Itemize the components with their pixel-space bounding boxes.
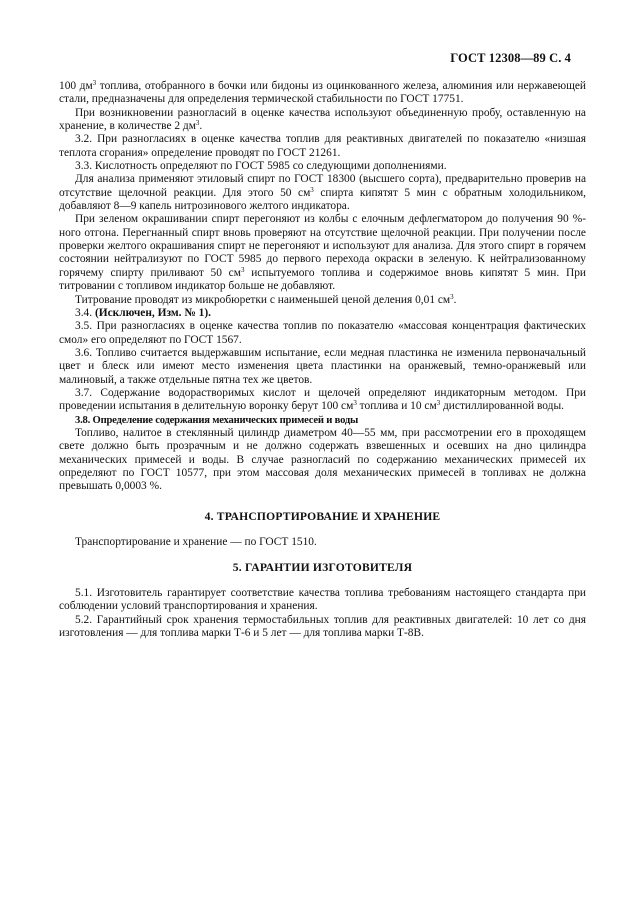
paragraph-3-8: Топливо, налитое в стеклянный цилиндр диаметром 40—55 мм, при рассмотрении его в проходящем свете должно быть прозрачным и не должно содержать взвешенных и осевших на дно цилиндра механических примесей и воды. В случае разногласий по содержанию механических примесей их определяют по ГОСТ 10577, при этом массовая доля механических примесей в топливах не должна превышать 0,0003 %. bbox=[59, 426, 586, 493]
paragraph-3-3: 3.3. Кислотность определяют по ГОСТ 5985 со следующими дополнениями. bbox=[75, 160, 447, 173]
paragraph-sample-volume: 100 $дм^3$ топлива, отобранного в бочки или бидоны из оцинкованного железа, алюминия или нержавеющей стали, предназначены для определения термической стабильности по ГОСТ 17751. bbox=[59, 79, 587, 106]
paragraph-merged-sample: При возникновении разногласий в оценке качества используют объединенную пробу, оставленную на хранение, в количестве 2 $дм^3$. bbox=[59, 106, 586, 133]
superscript: 3 bbox=[436, 399, 441, 408]
superscript: 3 bbox=[450, 292, 454, 301]
paragraph-green-coloring: При зеленом окрашивании спирт перегоняют из колбы с елочным дефлегматором до получения 90 %-ного отгона. Перегнанный спирт вновь проверяют на отсутствие щелочной реакции. При получении после проверки желтого окрашивания спирт не перегоняют и используют для анализа. Для этого спирт в горячем состоянии нейтрализуют по ГОСТ 5985 до первого перехода окраски в зеленую. К нейтрализованному горячему спирту приливают 50 $см^3$ испытуемого топлива и содержимое вновь кипятят 5 мин. При титровании с топливом индикатор больше не добавляют. bbox=[59, 213, 587, 293]
page-header: ГОСТ 12308—89 С. 4 bbox=[450, 51, 571, 65]
paragraph-3-7: 3.7. Содержание водорастворимых кислот и щелочей определяют индикаторным методом. При проведении испытания в делительную воронку берут 100 $см^3$ топлива и 10 $см^3$ дистиллированной воды. bbox=[59, 386, 586, 413]
superscript: 3 bbox=[92, 79, 97, 87]
section-4-title: 4. ТРАНСПОРТИРОВАНИЕ И ХРАНЕНИЕ bbox=[204, 509, 441, 523]
document-body bbox=[59, 80, 586, 640]
paragraph-5-2: 5.2. Гарантийный срок хранения термостабильных топлив для реактивных двигателей: 10 лет со дня изготовления — для топлива марки Т-6 и 5 лет — для топлива марки Т-8В. bbox=[59, 613, 586, 640]
superscript: 3 bbox=[195, 119, 200, 128]
paragraph-titration: Титрование проводят из микробюретки с наименьшей ценой деления 0,01 $см^3$. bbox=[75, 292, 457, 306]
paragraph-5-1: 5.1. Изготовитель гарантирует соответствие качества топлива требованиям настоящего стандарта при соблюдении условий транспортирования и хранения. bbox=[59, 587, 586, 613]
paragraph-3-5: 3.5. При разногласиях в оценке качества топлив по показателю «массовая концентрация фактических смол» его определяют по ГОСТ 1567. bbox=[59, 320, 586, 346]
paragraph-3-6: 3.6. Топливо считается выдержавшим испытание, если медная пластинка не изменила первоначальный цвет и блеск или имеют место изменения цвета пластинки на оранжевый, темно-оранжевый или малиновый, а также отдельные пятна тех же цветов. bbox=[59, 346, 586, 386]
paragraph-alcohol: Для анализа применяют этиловый спирт по ГОСТ 18300 (высшего сорта), предварительно проверив на отсутствие щелочной реакции. Для этого 50 $см^3$ спирта кипятят 5 мин с обратным холодильником, добавляют 8—9 капель нитрозинового желтого индикатора. bbox=[59, 173, 587, 213]
paragraph-3-4: 3.4. (Исключен, Изм. № 1). bbox=[75, 306, 211, 319]
superscript: 3 bbox=[310, 185, 314, 194]
section-5-title: 5. ГАРАНТИИ ИЗГОТОВИТЕЛЯ bbox=[232, 561, 413, 574]
subheading-3-8: 3.8. Определение содержания механических примесей и воды bbox=[75, 414, 359, 426]
paragraph-3-2: 3.2. При разногласиях в оценке качества топлив для реактивных двигателей по показателю «низшая теплота сгорания» определение проводят по ГОСТ 21261. bbox=[59, 133, 586, 159]
superscript: 3 bbox=[240, 265, 245, 274]
superscript: 3 bbox=[353, 399, 357, 408]
paragraph-4: Транспортирование и хранение — по ГОСТ 1510. bbox=[75, 535, 317, 548]
